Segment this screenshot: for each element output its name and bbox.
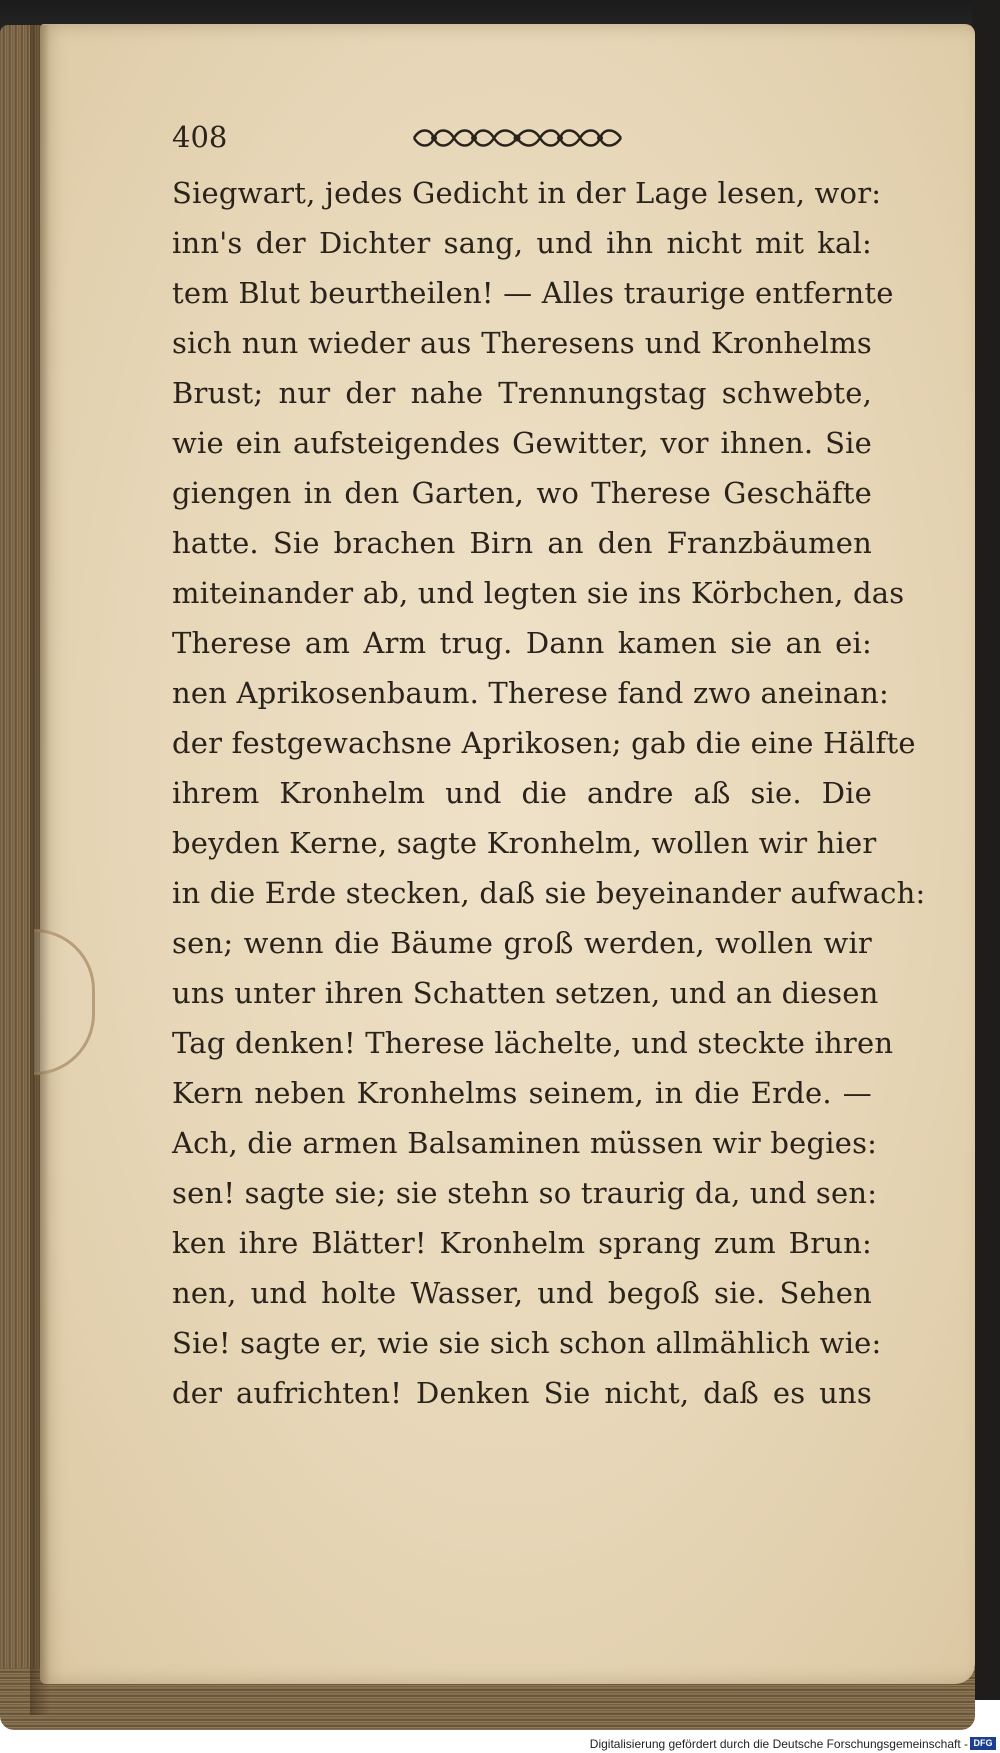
text-line: sen! sagte sie; sie stehn so traurig da, und sen: [172, 1176, 878, 1210]
text-line: hatte. Sie brachen Birn an den Franzbäumen [172, 526, 872, 560]
page-number: 408 [172, 120, 228, 154]
text-line: der festgewachsne Aprikosen; gab die eine Hälfte [172, 726, 916, 760]
text-line: sich nun wieder aus Theresens und Kronhelms [172, 326, 872, 360]
text-line: der aufrichten! Denken Sie nicht, daß es uns [172, 1376, 872, 1410]
text-line: Brust; nur der nahe Trennungstag schwebte, [172, 376, 872, 410]
text-line: Tag denken! Therese lächelte, und steckte ihren [172, 1026, 894, 1060]
text-line: Therese am Arm trug. Dann kamen sie an ei: [172, 626, 872, 660]
text-line: Siegwart, jedes Gedicht in der Lage lesen, wor: [172, 176, 882, 210]
text-line: ken ihre Blätter! Kronhelm sprang zum Brun: [172, 1226, 872, 1260]
text-line: uns unter ihren Schatten setzen, und an diesen [172, 976, 879, 1010]
text-line: sen; wenn die Bäume groß werden, wollen wir [172, 926, 872, 960]
side-margin [984, 150, 998, 250]
header-ornament-icon [410, 124, 625, 152]
scanner-background-right [972, 0, 1000, 1700]
body-text [172, 168, 926, 1418]
text-line: inn's der Dichter sang, und ihn nicht mit kal: [172, 226, 872, 260]
text-line: tem Blut beurtheilen! — Alles traurige entfernte [172, 276, 894, 310]
text-line: miteinander ab, und legten sie ins Körbchen, das [172, 576, 905, 610]
text-line: ihrem Kronhelm und die andre aß sie. Die [172, 776, 872, 810]
text-line: wie ein aufsteigendes Gewitter, vor ihnen. Sie [172, 426, 872, 460]
text-line: Ach, die armen Balsaminen müssen wir begies: [172, 1126, 878, 1160]
gutter-shadow [30, 25, 50, 1715]
text-line: Kern neben Kronhelms seinem, in die Erde. — [172, 1076, 872, 1110]
text-line: nen Aprikosenbaum. Therese fand zwo aneinan: [172, 676, 889, 710]
text-line: in die Erde stecken, daß sie beyeinander aufwach: [172, 876, 926, 910]
text-line: beyden Kerne, sagte Kronhelm, wollen wir hier [172, 826, 877, 860]
text-line: nen, und holte Wasser, und begoß sie. Sehen [172, 1276, 872, 1310]
digitization-credit: Digitalisierung gefördert durch die Deutsche Forschungsgemeinschaft - [589, 1737, 968, 1751]
dfg-logo-icon: DFG [970, 1737, 996, 1750]
text-line: giengen in den Garten, wo Therese Geschäfte [172, 476, 872, 510]
text-line: Sie! sagte er, wie sie sich schon allmählich wie: [172, 1326, 882, 1360]
